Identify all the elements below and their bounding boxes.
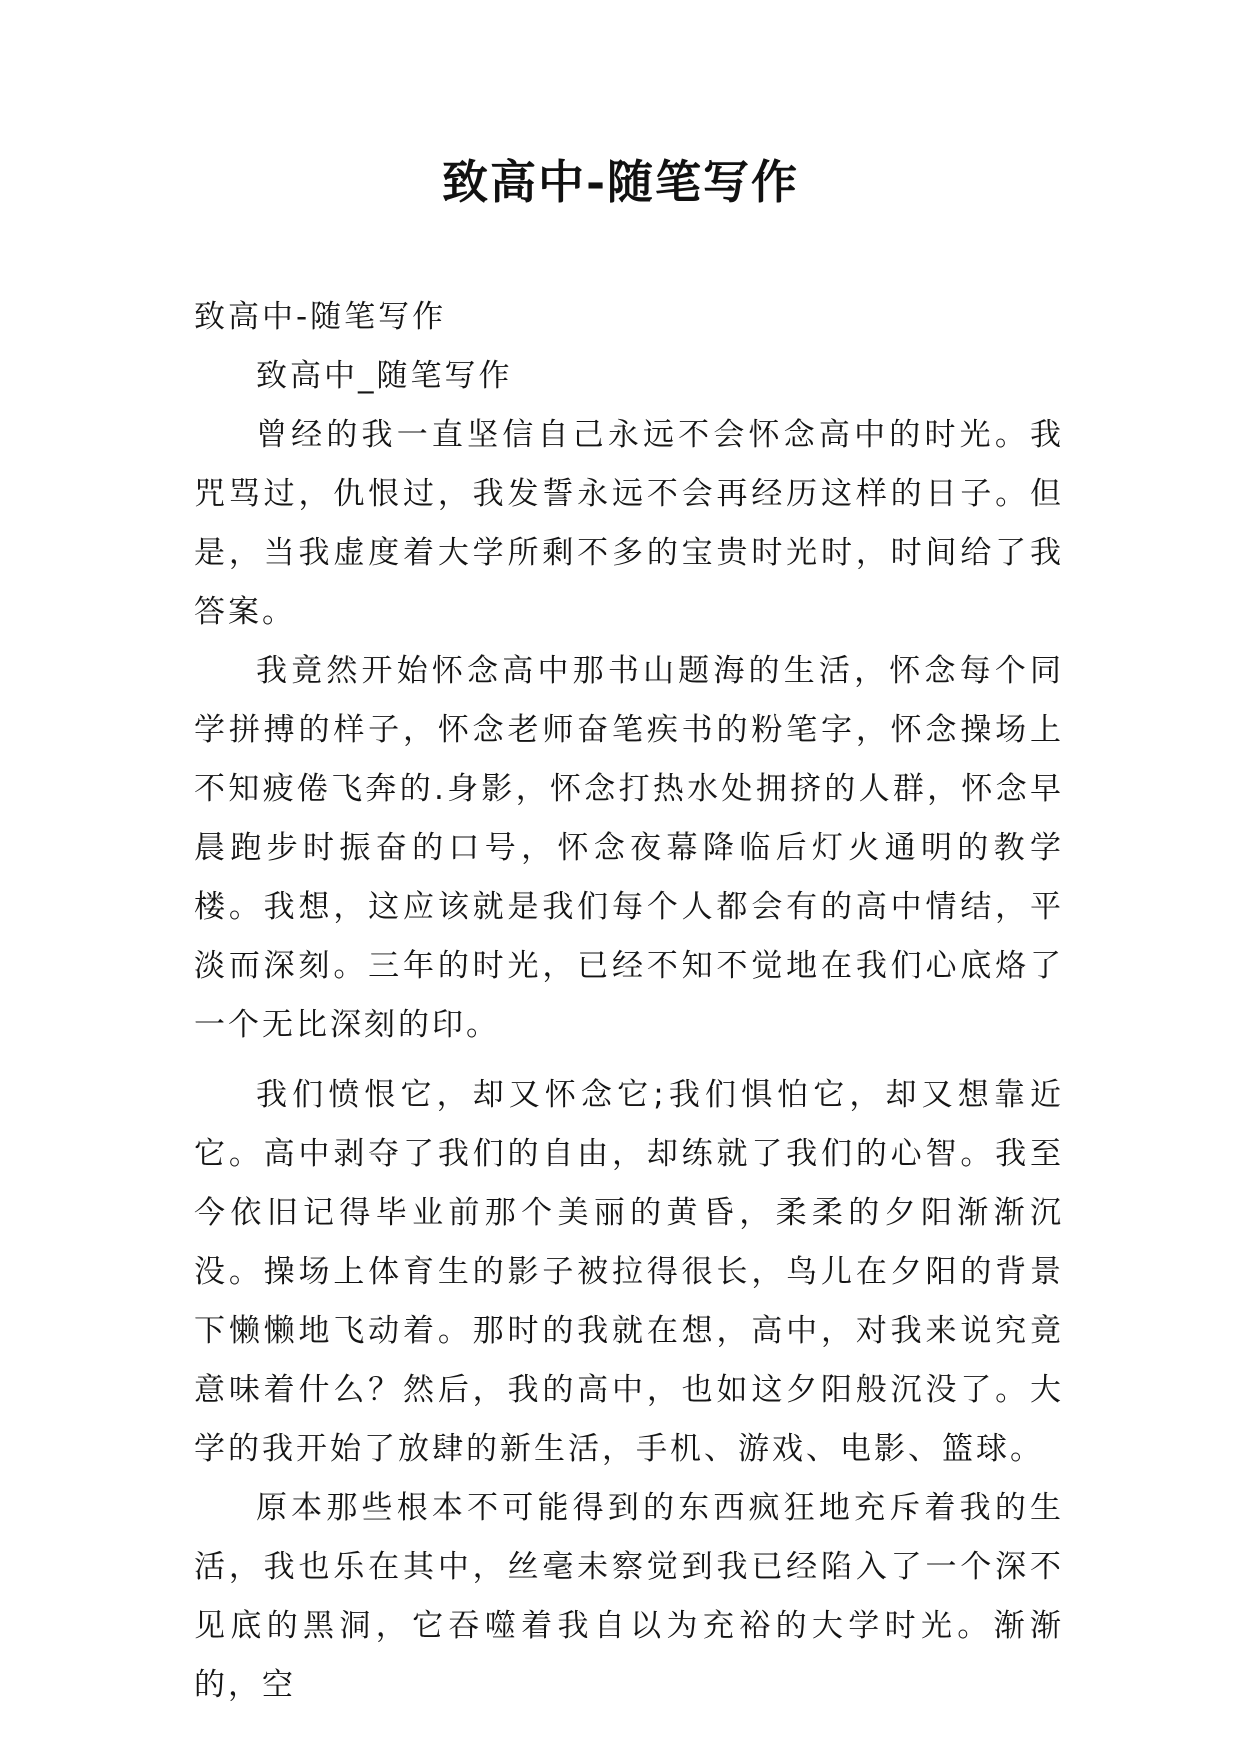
paragraph-heading: 致高中_随笔写作 — [256, 358, 513, 394]
paragraph-subtitle: 致高中-随笔写作 — [194, 299, 447, 335]
document-body — [194, 288, 1064, 1715]
paragraph: 曾经的我一直坚信自己永远不会怀念高中的时光。我咒骂过，仇恨过，我发誓永远不会再经历这样的日子。但是，当我虚度着大学所剩不多的宝贵时光时，时间给了我答案。 — [194, 417, 1064, 630]
paragraph: 原本那些根本不可能得到的东西疯狂地充斥着我的生活，我也乐在其中，丝毫未察觉到我已经陷入了一个深不见底的黑洞，它吞噬着我自以为充裕的大学时光。渐渐的，空 — [194, 1490, 1064, 1703]
paragraph: 我们愤恨它，却又怀念它;我们惧怕它，却又想靠近它。高中剥夺了我们的自由，却练就了我们的心智。我至今依旧记得毕业前那个美丽的黄昏，柔柔的夕阳渐渐沉没。操场上体育生的影子被拉得很长，鸟儿在夕阳的背景下懒懒地飞动着。那时的我就在想，高中，对我来说究竟意味着什么？然后，我的高中，也如这夕阳般沉没了。大学的我开始了放肆的新生活，手机、游戏、电影、篮球。 — [194, 1077, 1064, 1467]
paragraph: 我竟然开始怀念高中那书山题海的生活，怀念每个同学拼搏的样子，怀念老师奋笔疾书的粉笔字，怀念操场上不知疲倦飞奔的.身影，怀念打热水处拥挤的人群，怀念早晨跑步时振奋的口号，怀念夜幕降临后灯火通明的教学楼。我想，这应该就是我们每个人都会有的高中情结，平淡而深刻。三年的时光，已经不知不觉地在我们心底烙了一个无比深刻的印。 — [194, 653, 1064, 1043]
document-title: 致高中-随笔写作 — [441, 155, 800, 209]
